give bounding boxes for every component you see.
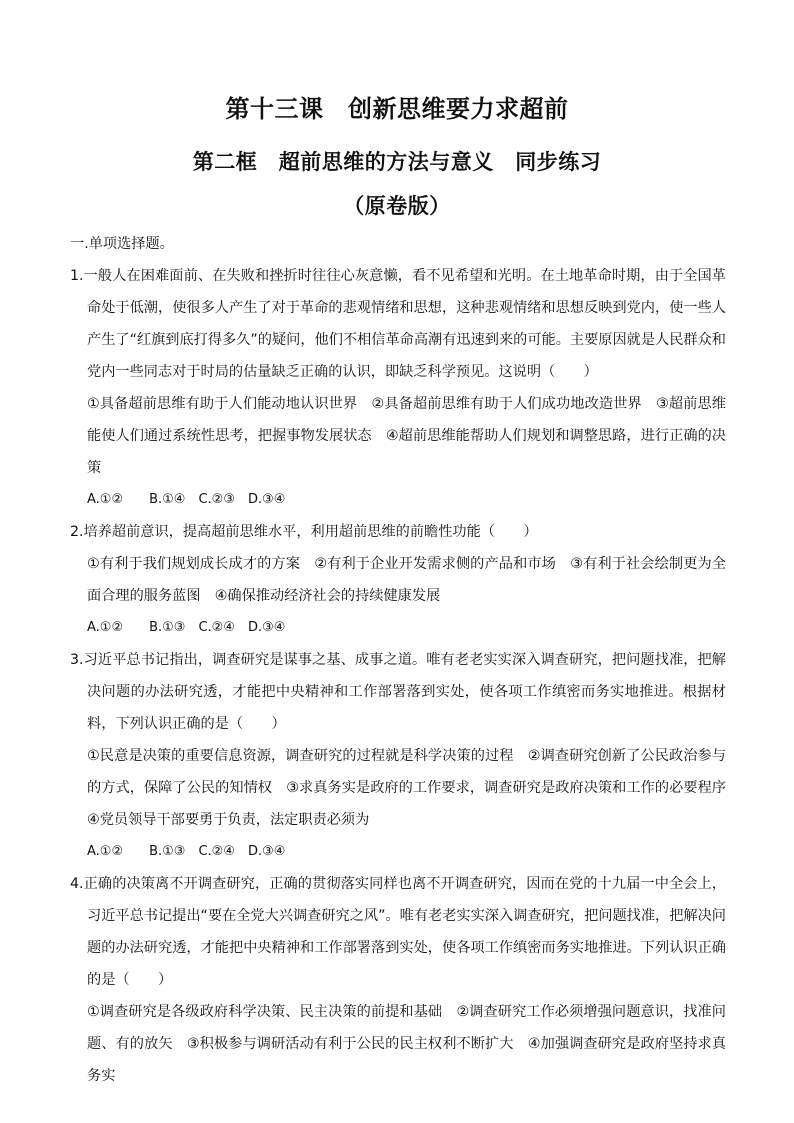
- question-stem: [70, 644, 726, 740]
- question-text: 正确的决策离不开调查研究，正确的贯彻落实同样也离不开调查研究，因而在党的十九届一中全会上，习近平总书记提出“要在全党大兴调查研究之风”。唯有老老实实深入调查研究，把问题找准，把解决问题的办法研究透，才能把中央精神和工作部署落到实处，使各项工作缜密而务实地推进。下列认识正确的是（ ）: [83, 876, 726, 988]
- question-stem: [70, 260, 726, 388]
- question-item: [70, 516, 726, 644]
- document-subtitle: 第二框 超前思维的方法与意义 同步练习: [192, 149, 602, 174]
- question-statements: ①有利于我们规划成长成才的方案 ②有利于企业开发需求侧的产品和市场 ③有利于社会绘制更为全面合理的服务蓝图 ④确保推动经济社会的持续健康发展: [87, 556, 726, 604]
- question-options: A.①② B.①④ C.②③ D.③④: [87, 492, 286, 507]
- question-text: 习近平总书记指出，调查研究是谋事之基、成事之道。唯有老老实实深入调查研究，把问题找准，把解决问题的办法研究透，才能把中央精神和工作部署落到实处，使各项工作缜密而务实地推进。根据材料，下列认识正确的是（ ）: [83, 652, 726, 732]
- question-stem: [70, 868, 726, 996]
- question-options: A.①② B.①③ C.②④ D.③④: [87, 844, 286, 859]
- question-item: [70, 868, 726, 1092]
- question-statements: ①民意是决策的重要信息资源，调查研究的过程就是科学决策的过程 ②调查研究创新了公民政治参与的方式，保障了公民的知情权 ③求真务实是政府的工作要求，调查研究是政府决策和工作的必要程序 ④党员领导干部要勇于负责，法定职责必须为: [87, 748, 741, 828]
- document-version: （原卷版）: [343, 193, 451, 218]
- question-number: 2.: [70, 524, 84, 540]
- question-statements: ①调查研究是各级政府科学决策、民主决策的前提和基础 ②调查研究工作必须增强问题意识，找准问题、有的放矢 ③积极参与调研活动有利于公民的民主权利不断扩大 ④加强调查研究是政府坚持求真务实: [87, 1004, 726, 1084]
- question-item: [70, 644, 741, 868]
- question-statements: ①具备超前思维有助于人们能动地认识世界 ②具备超前思维有助于人们成功地改造世界 ③超前思维能使人们通过系统性思考，把握事物发展状态 ④超前思维能帮助人们规划和调整思路，进行正确的决策: [87, 396, 726, 476]
- question-item: [70, 260, 726, 516]
- question-number: 4.: [70, 876, 84, 892]
- question-content: [70, 228, 741, 1092]
- question-number: 3.: [70, 652, 84, 668]
- section-heading: 一.单项选择题。: [70, 236, 174, 252]
- question-number: 1.: [70, 268, 84, 284]
- question-text: 一般人在困难面前、在失败和挫折时往往心灰意懒，看不见希望和光明。在土地革命时期，由于全国革命处于低潮，使很多人产生了对于革命的悲观情绪和思想，这种悲观情绪和思想反映到党内，使一些人产生了“红旗到底打得多久”的疑问，他们不相信革命高潮有迅速到来的可能。主要原因就是人民群众和党内一些同志对于时局的估量缺乏正确的认识，即缺乏科学预见。这说明（ ）: [83, 268, 726, 380]
- question-options: A.①② B.①③ C.②④ D.③④: [87, 620, 286, 635]
- question-text: 培养超前意识，提高超前思维水平，利用超前思维的前瞻性功能（ ）: [83, 524, 538, 540]
- document-title: 第十三课 创新思维要力求超前: [225, 94, 569, 123]
- question-stem: [70, 516, 726, 548]
